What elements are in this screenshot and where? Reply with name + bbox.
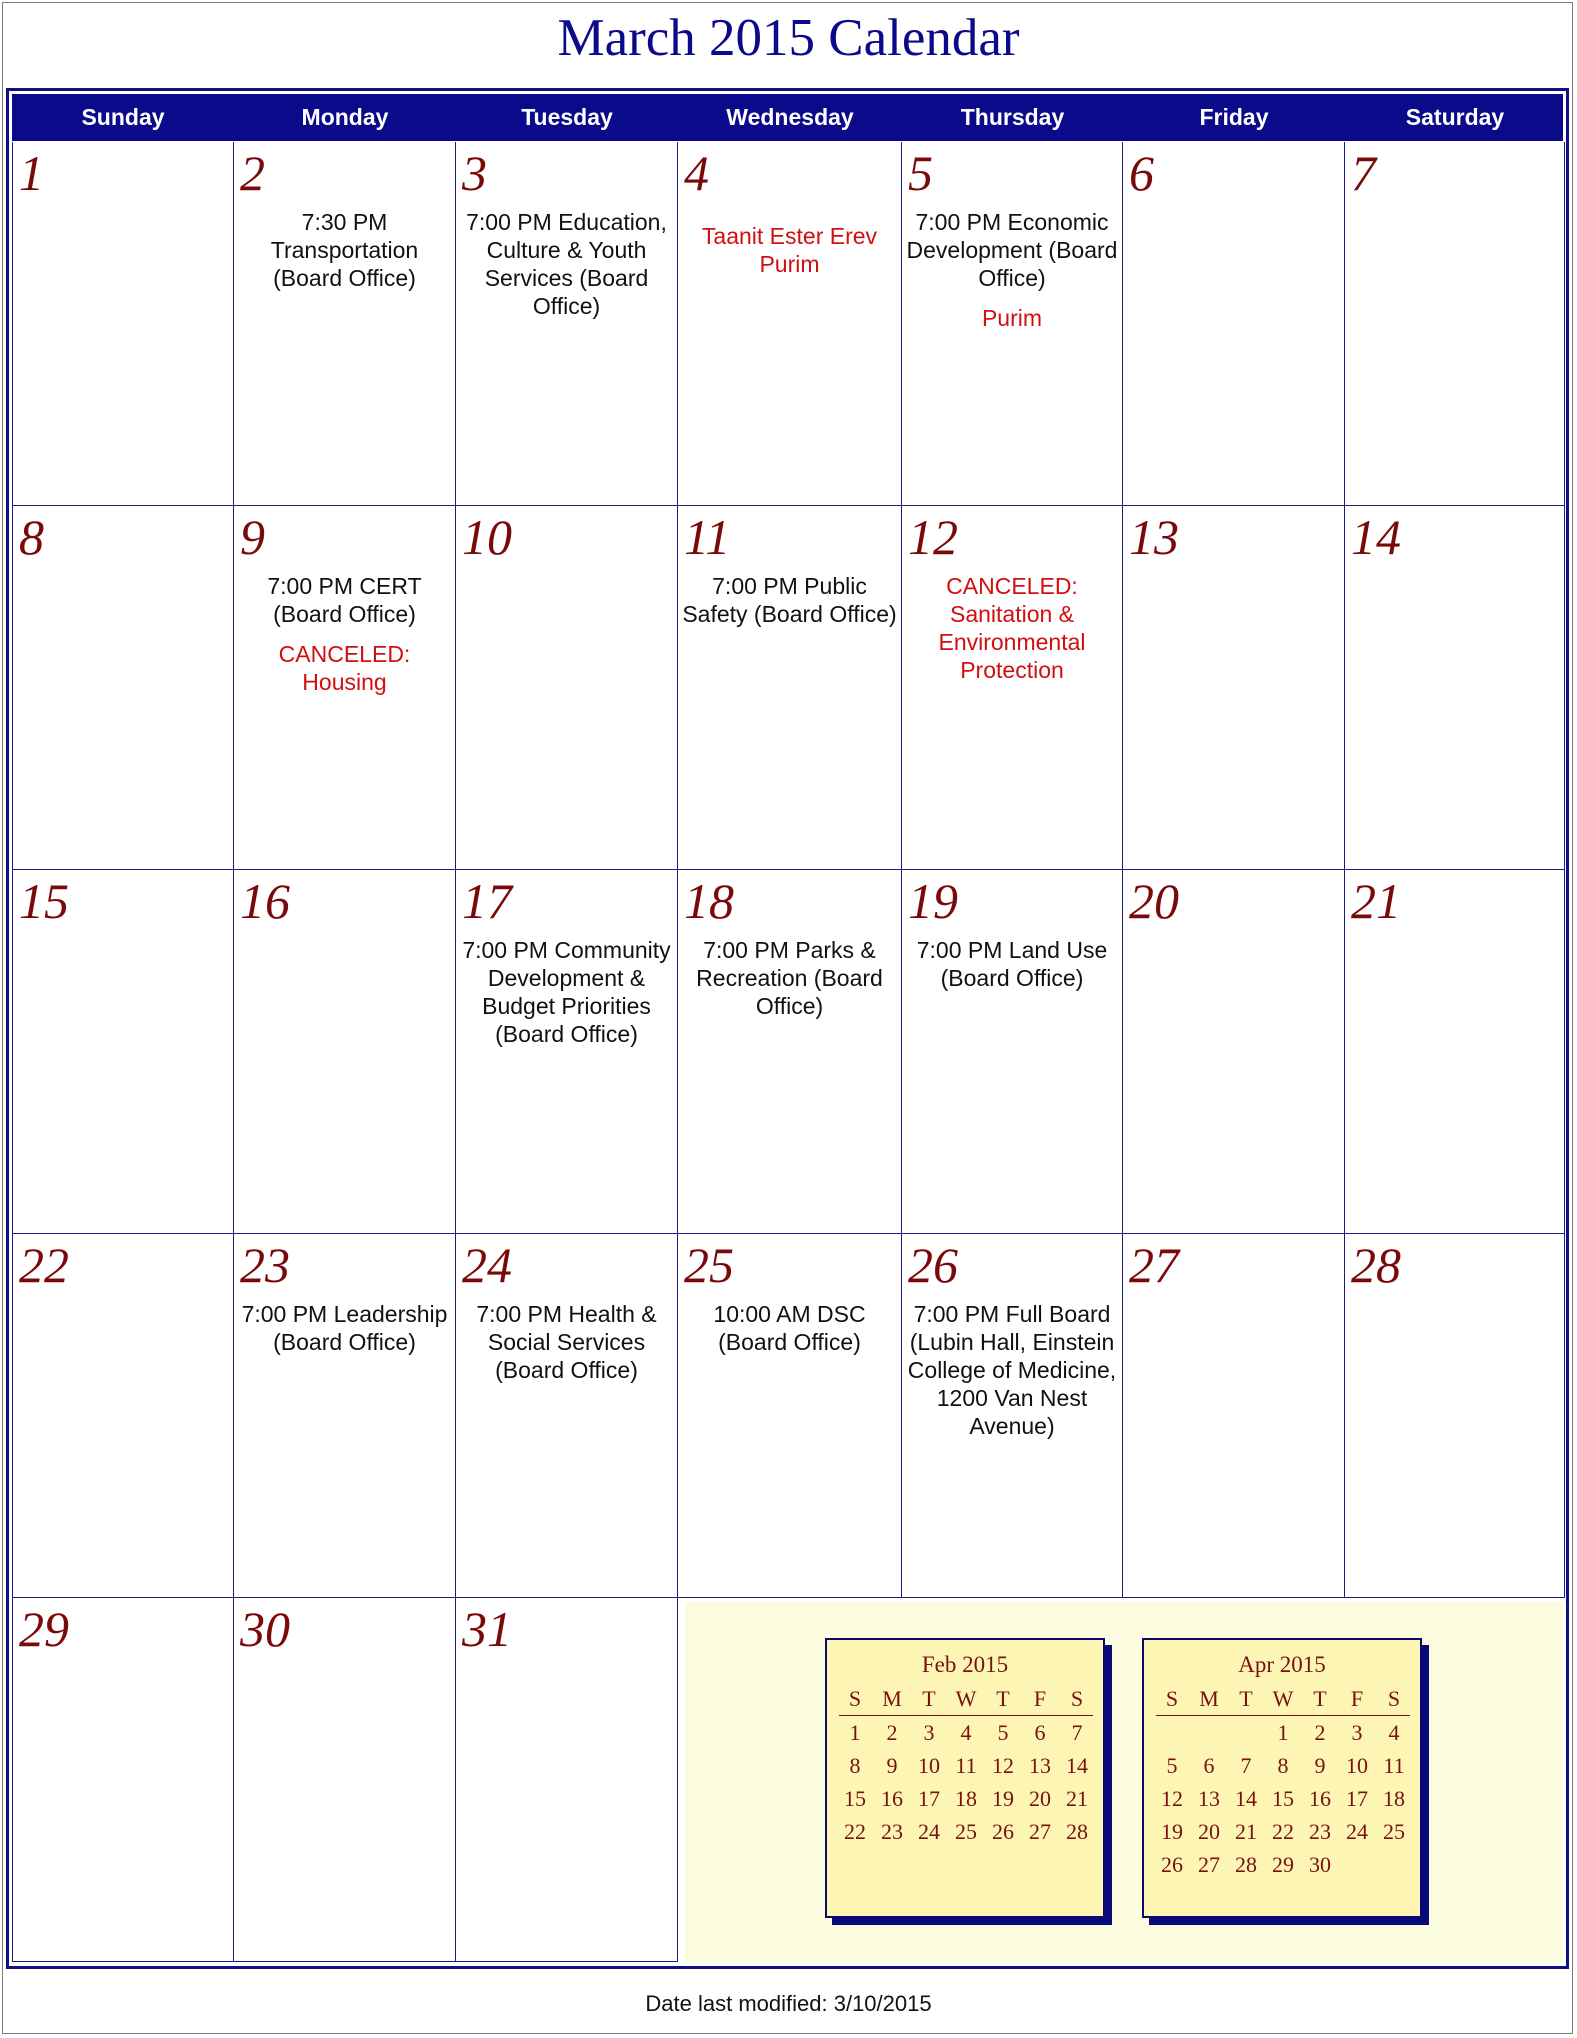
mini-day[interactable]: 13 xyxy=(1198,1786,1220,1811)
mini-day[interactable]: 13 xyxy=(1029,1753,1051,1778)
mini-day[interactable]: 5 xyxy=(1166,1753,1178,1778)
mini-day[interactable]: 6 xyxy=(1034,1720,1046,1745)
mini-day[interactable]: 11 xyxy=(955,1753,977,1778)
mini-calendar-divider xyxy=(839,1715,1093,1716)
mini-day[interactable]: 10 xyxy=(918,1753,940,1778)
day-number: 14 xyxy=(1351,509,1401,565)
day-events xyxy=(682,222,897,290)
mini-weekday-letter: T xyxy=(1313,1686,1327,1711)
mini-day[interactable]: 5 xyxy=(997,1720,1009,1745)
weekday-header-wednesday: Wednesday xyxy=(726,104,854,130)
calendar-event[interactable]: 10:00 AM DSC (Board Office) xyxy=(713,1301,866,1355)
mini-day[interactable]: 9 xyxy=(886,1753,898,1778)
mini-day[interactable]: 2 xyxy=(1314,1720,1326,1745)
day-events xyxy=(682,1300,897,1368)
day-cell[interactable] xyxy=(678,870,902,1234)
day-events xyxy=(906,1300,1118,1452)
day-cell[interactable] xyxy=(12,1234,234,1598)
mini-day[interactable]: 29 xyxy=(1272,1852,1294,1877)
mini-day[interactable]: 12 xyxy=(1161,1786,1183,1811)
day-cell[interactable] xyxy=(678,1234,902,1598)
mini-weekday-letter: S xyxy=(848,1686,862,1711)
day-number: 6 xyxy=(1129,145,1154,201)
day-cell[interactable] xyxy=(234,1598,456,1962)
calendar-event[interactable]: 7:00 PM Public Safety (Board Office) xyxy=(682,573,897,627)
weekday-header-saturday: Saturday xyxy=(1405,104,1505,130)
calendar-event[interactable]: 7:00 PM Parks & Recreation (Board Office) xyxy=(696,937,883,1019)
day-number: 5 xyxy=(908,145,933,201)
day-cell[interactable] xyxy=(1345,1234,1565,1598)
month-calendar xyxy=(6,88,1569,1969)
day-events xyxy=(682,572,897,640)
day-number: 12 xyxy=(908,509,958,565)
day-number: 31 xyxy=(462,1601,512,1657)
mini-weekday-letter: T xyxy=(996,1686,1010,1711)
page-title: March 2015 Calendar xyxy=(557,9,1020,67)
calendar-event[interactable]: 7:00 PM Land Use (Board Office) xyxy=(916,937,1108,991)
calendar-event[interactable]: 7:00 PM Economic Development (Board Office) xyxy=(906,209,1118,291)
day-cell[interactable] xyxy=(678,506,902,870)
weekday-header-sunday: Sunday xyxy=(81,104,165,130)
mini-day[interactable]: 1 xyxy=(1277,1720,1289,1745)
mini-day[interactable]: 28 xyxy=(1235,1852,1257,1877)
day-number: 18 xyxy=(684,873,734,929)
calendar-event[interactable]: Taanit Ester Erev Purim xyxy=(701,223,878,277)
calendar-event[interactable]: 7:00 PM Health & Social Services (Board Office) xyxy=(476,1301,657,1383)
mini-calendar-prev-month[interactable] xyxy=(825,1638,1105,1918)
day-cell[interactable] xyxy=(1345,870,1565,1234)
mini-day[interactable]: 4 xyxy=(1388,1720,1400,1745)
day-number: 28 xyxy=(1351,1237,1401,1293)
calendar-event[interactable]: 7:00 PM Leadership (Board Office) xyxy=(241,1301,448,1355)
calendar-event[interactable]: CANCELED: Housing xyxy=(278,641,411,695)
day-number: 2 xyxy=(240,145,265,201)
mini-day[interactable]: 11 xyxy=(1383,1753,1405,1778)
day-number: 29 xyxy=(19,1601,69,1657)
calendar-event[interactable]: 7:00 PM Community Development & Budget Priorities (Board Office) xyxy=(462,937,671,1047)
mini-day[interactable]: 24 xyxy=(918,1819,940,1844)
weekday-header-thursday: Thursday xyxy=(960,104,1065,130)
mini-day[interactable]: 27 xyxy=(1198,1852,1220,1877)
day-cell[interactable] xyxy=(902,506,1123,870)
day-cell[interactable] xyxy=(1123,506,1345,870)
mini-calendar-area xyxy=(685,1602,1563,1962)
mini-weekday-letter: W xyxy=(1272,1686,1294,1711)
day-number: 22 xyxy=(19,1237,69,1293)
mini-day[interactable]: 1 xyxy=(849,1720,861,1745)
mini-day[interactable]: 18 xyxy=(955,1786,977,1811)
mini-day[interactable]: 15 xyxy=(1272,1786,1294,1811)
mini-day[interactable]: 20 xyxy=(1029,1786,1051,1811)
calendar-event[interactable]: 7:00 PM CERT (Board Office) xyxy=(267,573,422,627)
day-number: 24 xyxy=(462,1237,512,1293)
day-number: 15 xyxy=(19,873,69,929)
day-cell[interactable] xyxy=(1345,506,1565,870)
day-cell[interactable] xyxy=(234,142,456,506)
mini-day[interactable]: 9 xyxy=(1314,1753,1326,1778)
day-number: 25 xyxy=(684,1237,734,1293)
day-events xyxy=(460,1300,673,1396)
mini-day[interactable]: 17 xyxy=(918,1786,940,1811)
mini-day[interactable]: 3 xyxy=(1351,1720,1363,1745)
day-number: 23 xyxy=(240,1237,290,1293)
mini-weekday-letter: M xyxy=(1199,1686,1219,1711)
day-number: 11 xyxy=(684,509,731,565)
day-cell[interactable] xyxy=(902,870,1123,1234)
day-events xyxy=(238,208,451,304)
day-number: 8 xyxy=(19,509,44,565)
mini-day[interactable]: 22 xyxy=(844,1819,866,1844)
mini-weekday-letter: M xyxy=(882,1686,902,1711)
day-number: 30 xyxy=(240,1601,290,1657)
day-cell[interactable] xyxy=(1123,870,1345,1234)
mini-day[interactable]: 25 xyxy=(955,1819,977,1844)
mini-day[interactable]: 20 xyxy=(1198,1819,1220,1844)
mini-calendar-title: Feb 2015 xyxy=(921,1652,1009,1677)
day-number: 1 xyxy=(19,145,44,201)
day-cell[interactable] xyxy=(234,1234,456,1598)
mini-day[interactable]: 22 xyxy=(1272,1819,1294,1844)
day-events xyxy=(906,572,1118,696)
day-number: 26 xyxy=(908,1237,958,1293)
day-cell[interactable] xyxy=(12,1598,234,1962)
mini-calendar-title: Apr 2015 xyxy=(1238,1652,1326,1677)
mini-day[interactable]: 7 xyxy=(1071,1720,1083,1745)
day-cell[interactable] xyxy=(456,1234,678,1598)
mini-day[interactable]: 23 xyxy=(1309,1819,1331,1844)
day-number: 4 xyxy=(684,145,709,201)
mini-day[interactable]: 16 xyxy=(1309,1786,1331,1811)
mini-day[interactable]: 12 xyxy=(992,1753,1014,1778)
day-number: 27 xyxy=(1129,1237,1179,1293)
mini-day[interactable]: 21 xyxy=(1235,1819,1257,1844)
weekday-header-monday: Monday xyxy=(301,104,389,130)
day-number: 10 xyxy=(462,509,512,565)
day-cell[interactable] xyxy=(1123,142,1345,506)
day-number: 20 xyxy=(1129,873,1179,929)
day-number: 3 xyxy=(462,145,487,201)
day-events xyxy=(238,1300,451,1368)
day-number: 17 xyxy=(462,873,512,929)
calendar-event[interactable]: Purim xyxy=(981,305,1043,331)
mini-day[interactable]: 14 xyxy=(1066,1753,1088,1778)
mini-weekday-letter: F xyxy=(1033,1686,1047,1711)
mini-day[interactable]: 3 xyxy=(923,1720,935,1745)
day-number: 7 xyxy=(1351,145,1376,201)
mini-calendar-divider xyxy=(1156,1715,1410,1716)
mini-day[interactable]: 18 xyxy=(1383,1786,1405,1811)
weekday-header-tuesday: Tuesday xyxy=(521,104,613,130)
mini-weekday-letter: T xyxy=(922,1686,936,1711)
calendar-event[interactable]: 7:30 PM Transportation (Board Office) xyxy=(270,209,419,291)
mini-calendar-next-month[interactable] xyxy=(1142,1638,1422,1918)
mini-day[interactable]: 28 xyxy=(1066,1819,1088,1844)
day-events xyxy=(460,936,673,1060)
day-cell[interactable] xyxy=(1345,142,1565,506)
mini-weekday-letter: S xyxy=(1070,1686,1084,1711)
mini-weekday-letter: S xyxy=(1387,1686,1401,1711)
day-cell[interactable] xyxy=(12,506,234,870)
day-cell[interactable] xyxy=(902,142,1123,506)
day-events xyxy=(906,936,1118,1004)
day-number: 9 xyxy=(240,509,265,565)
mini-day[interactable]: 23 xyxy=(881,1819,903,1844)
mini-day[interactable]: 8 xyxy=(849,1753,861,1778)
mini-day[interactable]: 26 xyxy=(992,1819,1014,1844)
day-cell[interactable] xyxy=(1123,1234,1345,1598)
mini-day[interactable]: 7 xyxy=(1240,1753,1252,1778)
calendar-event[interactable]: CANCELED: Sanitation & Environmental Protection xyxy=(938,573,1086,683)
mini-day[interactable]: 17 xyxy=(1346,1786,1368,1811)
day-cell[interactable] xyxy=(12,142,234,506)
day-cell[interactable] xyxy=(234,506,456,870)
day-cell[interactable] xyxy=(456,1598,678,1962)
day-events xyxy=(906,208,1118,344)
day-number: 21 xyxy=(1351,873,1401,929)
day-cell[interactable] xyxy=(456,142,678,506)
day-cell[interactable] xyxy=(678,142,902,506)
mini-weekday-letter: F xyxy=(1350,1686,1364,1711)
mini-day[interactable]: 2 xyxy=(886,1720,898,1745)
day-cell[interactable] xyxy=(456,506,678,870)
day-events xyxy=(682,936,897,1032)
mini-day[interactable]: 21 xyxy=(1066,1786,1088,1811)
mini-day[interactable]: 24 xyxy=(1346,1819,1368,1844)
mini-day[interactable]: 19 xyxy=(1161,1819,1183,1844)
day-number: 16 xyxy=(240,873,290,929)
day-cell[interactable] xyxy=(456,870,678,1234)
mini-day[interactable]: 4 xyxy=(960,1720,972,1745)
day-number: 19 xyxy=(908,873,958,929)
mini-weekday-letter: S xyxy=(1165,1686,1179,1711)
calendar-event[interactable]: 7:00 PM Full Board (Lubin Hall, Einstein College of Medicine, 1200 Van Nest Avenue) xyxy=(907,1301,1117,1439)
mini-day[interactable]: 26 xyxy=(1161,1852,1183,1877)
mini-day[interactable]: 27 xyxy=(1029,1819,1051,1844)
mini-day[interactable]: 6 xyxy=(1203,1753,1215,1778)
footer-last-modified: Date last modified: 3/10/2015 xyxy=(645,1991,932,2016)
day-events xyxy=(238,572,451,708)
mini-day[interactable]: 10 xyxy=(1346,1753,1368,1778)
day-number: 13 xyxy=(1129,509,1179,565)
day-events xyxy=(460,208,673,332)
day-cell[interactable] xyxy=(902,1234,1123,1598)
calendar-event[interactable]: 7:00 PM Education, Culture & Youth Services (Board Office) xyxy=(466,209,667,319)
mini-day[interactable]: 16 xyxy=(881,1786,903,1811)
mini-weekday-letter: W xyxy=(955,1686,977,1711)
weekday-header-row xyxy=(12,94,1563,141)
weekday-header-friday: Friday xyxy=(1199,104,1269,130)
mini-day[interactable]: 8 xyxy=(1277,1753,1289,1778)
mini-day[interactable]: 15 xyxy=(844,1786,866,1811)
day-cell[interactable] xyxy=(12,870,234,1234)
mini-day[interactable]: 30 xyxy=(1309,1852,1331,1877)
mini-weekday-letter: T xyxy=(1239,1686,1253,1711)
day-cell[interactable] xyxy=(234,870,456,1234)
mini-day[interactable]: 14 xyxy=(1235,1786,1257,1811)
mini-day[interactable]: 19 xyxy=(992,1786,1014,1811)
mini-day[interactable]: 25 xyxy=(1383,1819,1405,1844)
